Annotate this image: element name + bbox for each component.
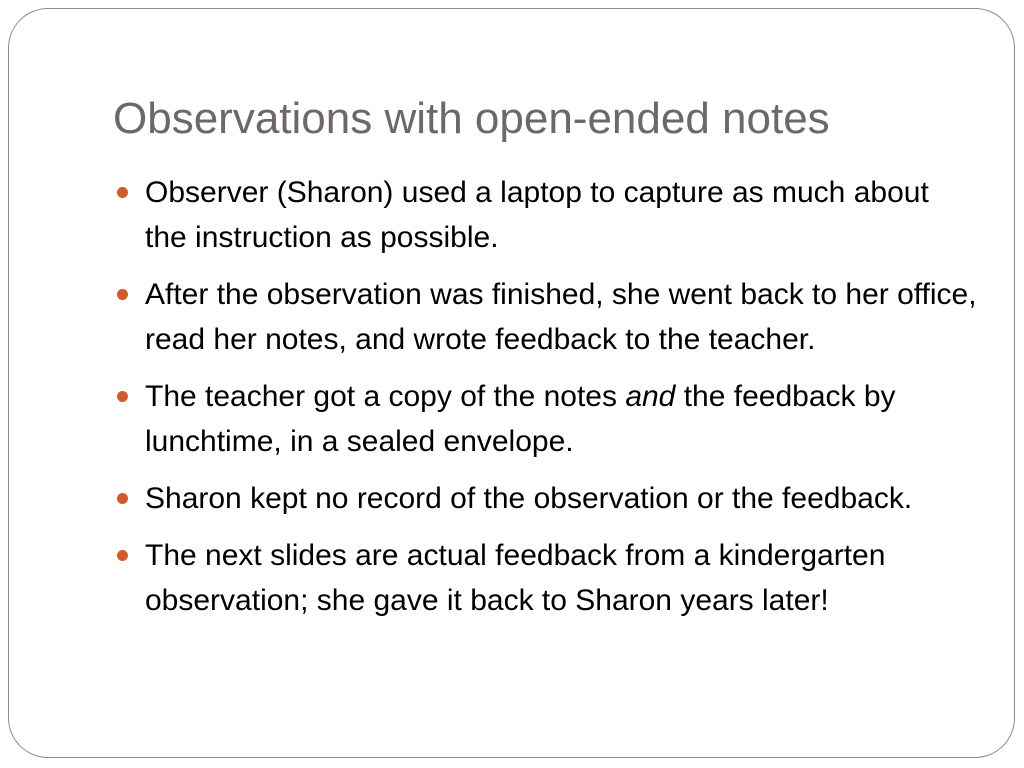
bullet-text-before: The teacher got a copy of the notes bbox=[145, 380, 626, 413]
bullet-text: Observer (Sharon) used a laptop to capture as much about the instruction as possible. bbox=[145, 176, 929, 254]
bullet-text: Sharon kept no record of the observation or the feedback. bbox=[145, 482, 913, 515]
bullet-item bbox=[117, 533, 977, 623]
bullet-item bbox=[117, 170, 977, 260]
bullet-dot-icon bbox=[117, 391, 128, 402]
bullet-dot-icon bbox=[117, 187, 128, 198]
slide-title: Observations with open-ended notes bbox=[113, 94, 830, 143]
bullet-text-emphasis: and bbox=[625, 380, 676, 413]
bullet-dot-icon bbox=[117, 289, 128, 300]
bullet-text-after: the feedback by lunchtime, in a sealed envelope. bbox=[145, 380, 896, 458]
bullet-item bbox=[117, 476, 977, 521]
bullet-dot-icon bbox=[117, 493, 128, 504]
bullet-item bbox=[117, 272, 977, 362]
bullet-dot-icon bbox=[117, 550, 128, 561]
bullet-text: After the observation was finished, she went back to her office, read her notes, and wrote feedback to the teacher. bbox=[145, 278, 977, 356]
bullet-item bbox=[117, 374, 977, 464]
bullet-text: The next slides are actual feedback from a kindergarten observation; she gave it back to Sharon years later! bbox=[145, 539, 886, 617]
bullet-list bbox=[117, 170, 977, 635]
